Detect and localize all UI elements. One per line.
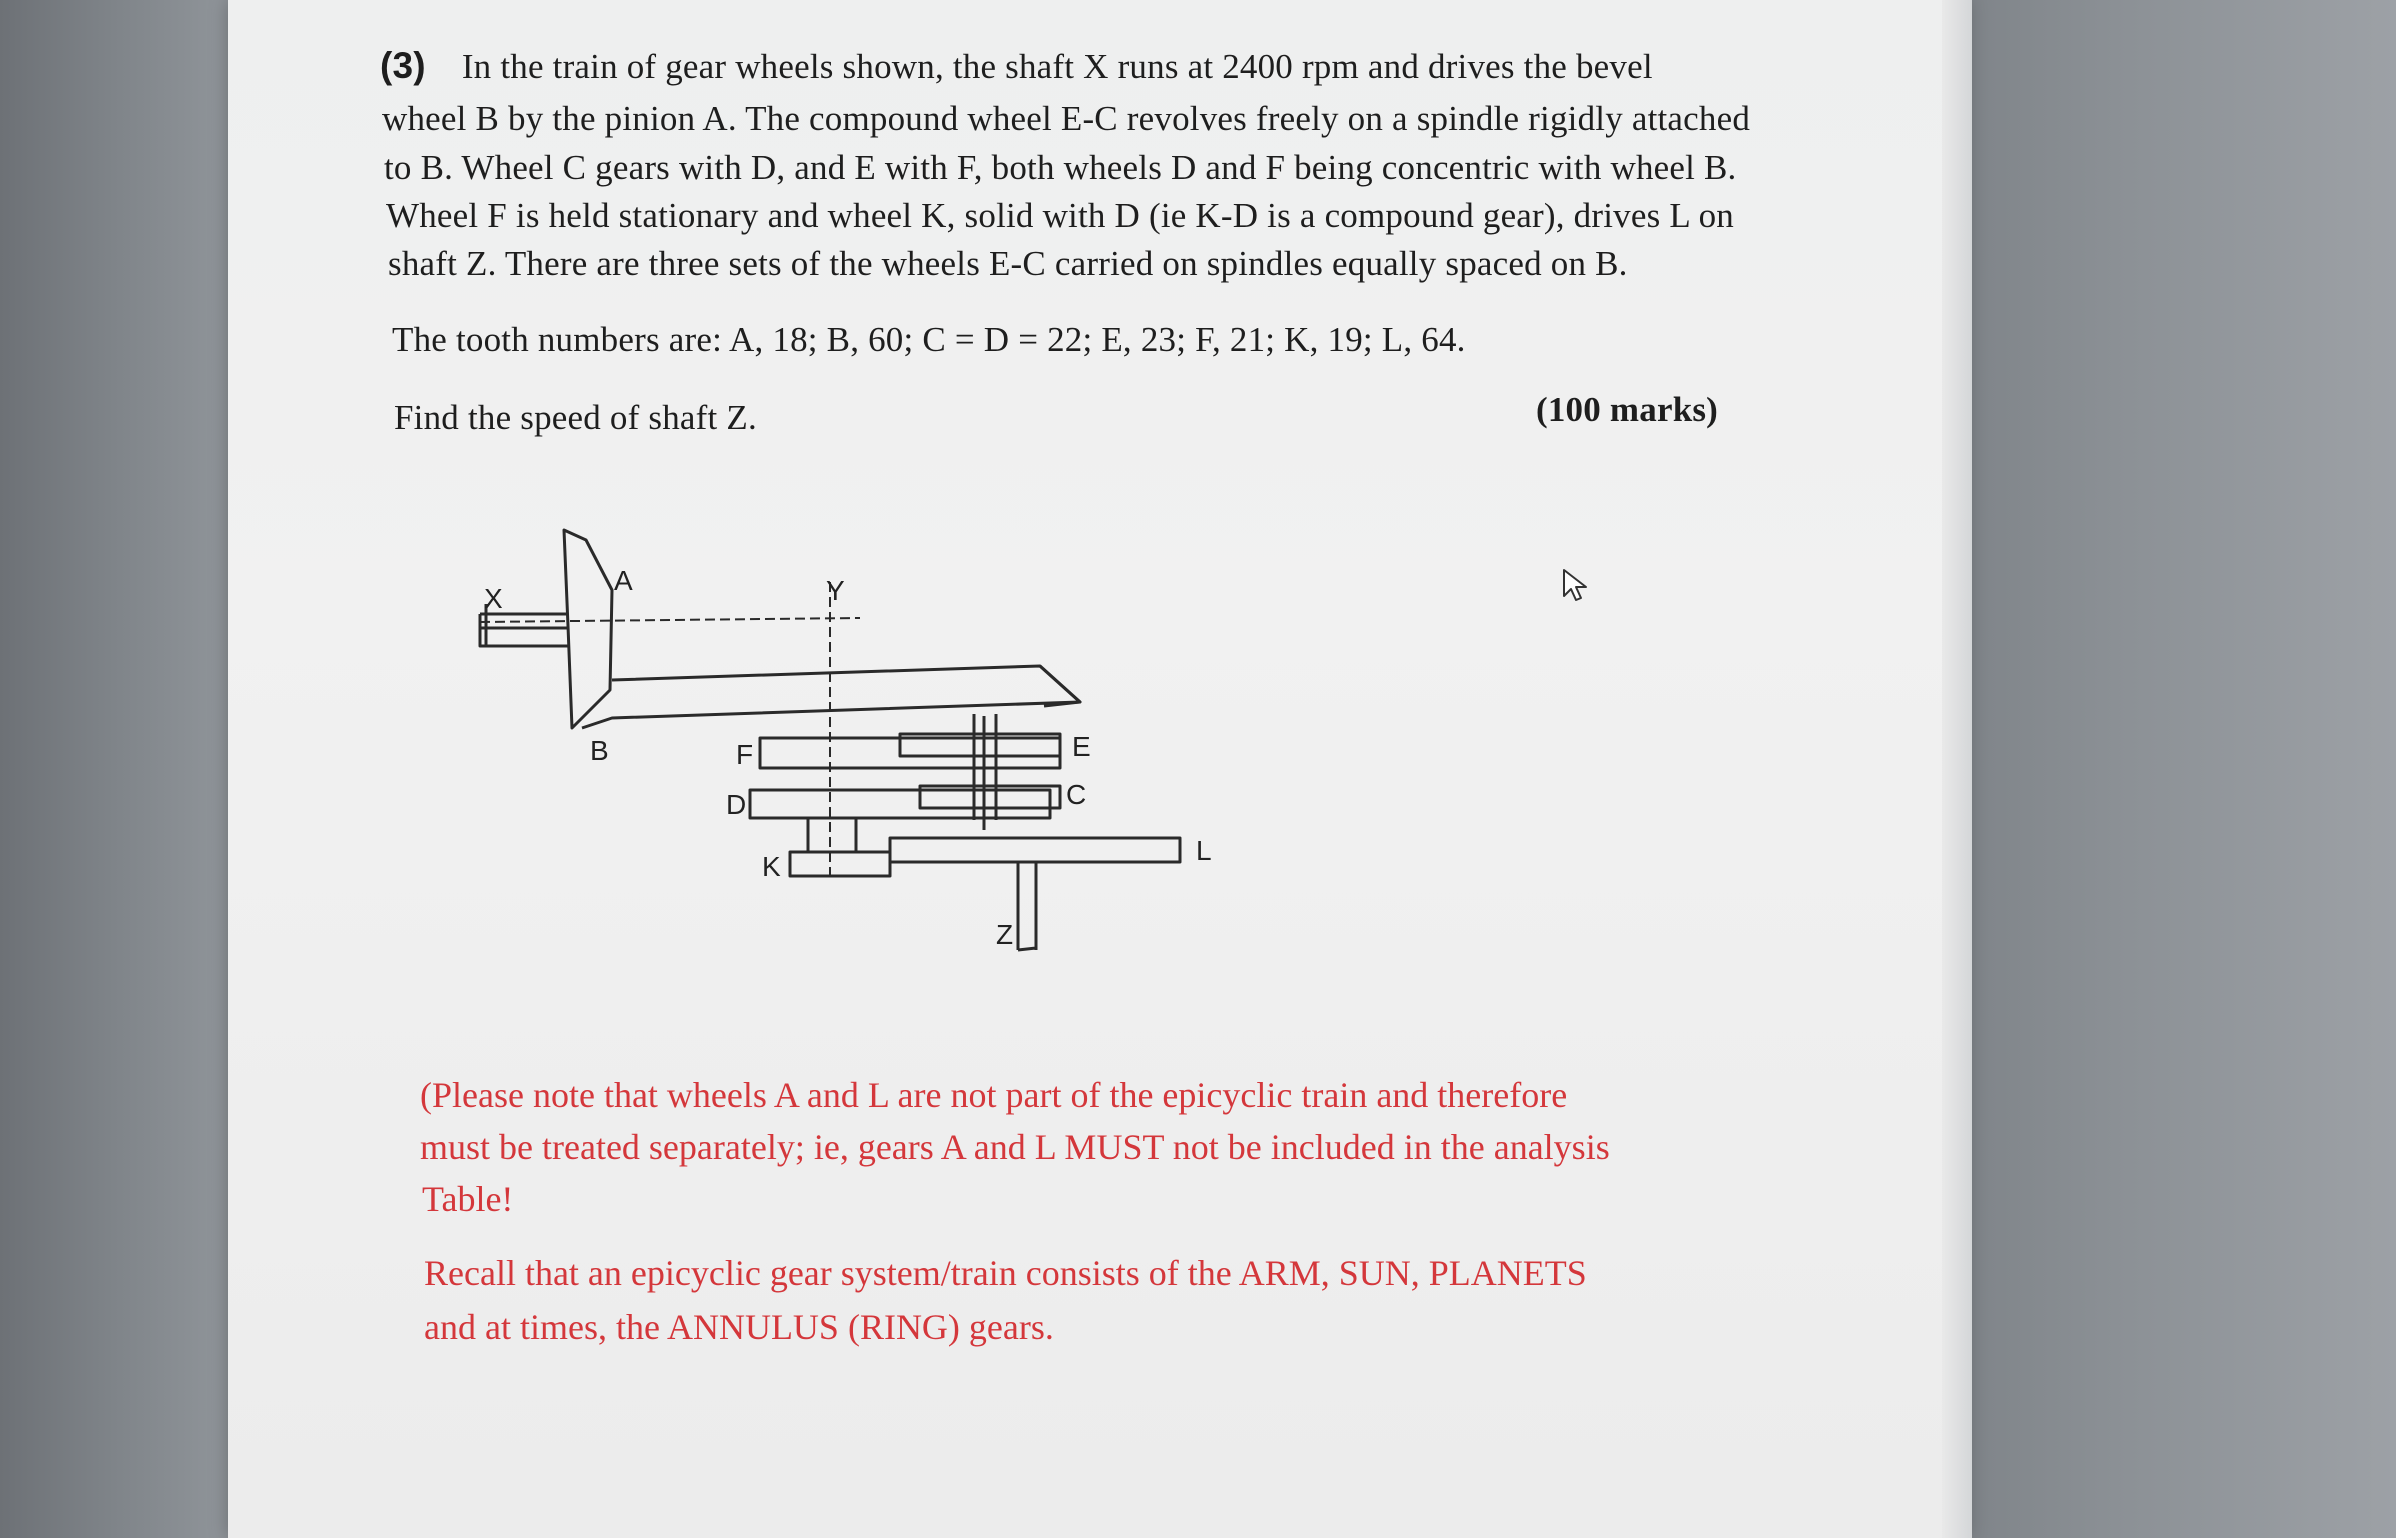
mouse-cursor-icon — [1560, 568, 1600, 608]
question-line-3: to B. Wheel C gears with D, and E with F, both wheels D and F being concentric with wheel B. — [384, 148, 1737, 187]
k-d-hub — [808, 818, 856, 852]
label-l: L — [1196, 835, 1212, 866]
axis-x-line — [480, 618, 860, 622]
wheel-l — [890, 838, 1180, 862]
question-line-2: wheel B by the pinion A. The compound wheel E-C revolves freely on a spindle rigidly attached — [382, 99, 1751, 138]
wheel-d — [750, 790, 1050, 818]
label-c: C — [1066, 779, 1087, 810]
pinion-a — [564, 530, 612, 728]
question-line-4: Wheel F is held stationary and wheel K, solid with D (ie K-D is a compound gear), drives L on — [386, 196, 1734, 235]
label-z: Z — [996, 919, 1014, 950]
question-line-5: shaft Z. There are three sets of the wheels E-C carried on spindles equally spaced on B. — [388, 244, 1628, 283]
gear-train-diagram — [440, 500, 1340, 1020]
label-d: D — [726, 789, 747, 820]
task-text: Find the speed of shaft Z. — [394, 398, 757, 437]
label-x: X — [484, 583, 503, 614]
recall-line-1: Recall that an epicyclic gear system/train consists of the ARM, SUN, PLANETS — [424, 1253, 1587, 1293]
wheel-f — [760, 738, 1060, 768]
wheel-k — [790, 852, 890, 876]
spindle-ec — [974, 714, 996, 830]
label-k: K — [762, 851, 781, 882]
label-y: Y — [826, 575, 845, 606]
marks-label: (100 marks) — [1536, 390, 1719, 429]
label-e: E — [1072, 731, 1091, 762]
question-number: (3) — [380, 45, 426, 86]
label-b: B — [590, 735, 609, 766]
question-line-1: (3) In the train of gear wheels shown, the shaft X runs at 2400 rpm and drives the bevel — [380, 45, 1653, 86]
note-line-3: Table! — [422, 1179, 514, 1219]
shaft-x — [480, 614, 568, 646]
label-a: A — [614, 565, 633, 596]
recall-line-2: and at times, the ANNULUS (RING) gears. — [424, 1307, 1054, 1347]
label-f: F — [736, 739, 754, 770]
paper-edge — [1942, 0, 1972, 1538]
note-line-2: must be treated separately; ie, gears A and L MUST not be included in the analysis — [420, 1127, 1610, 1167]
shaft-z — [1018, 862, 1036, 950]
bevel-wheel-b-edge — [1040, 666, 1080, 706]
tooth-numbers: The tooth numbers are: A, 18; B, 60; C = D = 22; E, 23; F, 21; K, 19; L, 64. — [392, 320, 1466, 359]
note-line-1: (Please note that wheels A and L are not part of the epicyclic train and therefore — [420, 1075, 1568, 1115]
background-right — [1950, 0, 2396, 1538]
